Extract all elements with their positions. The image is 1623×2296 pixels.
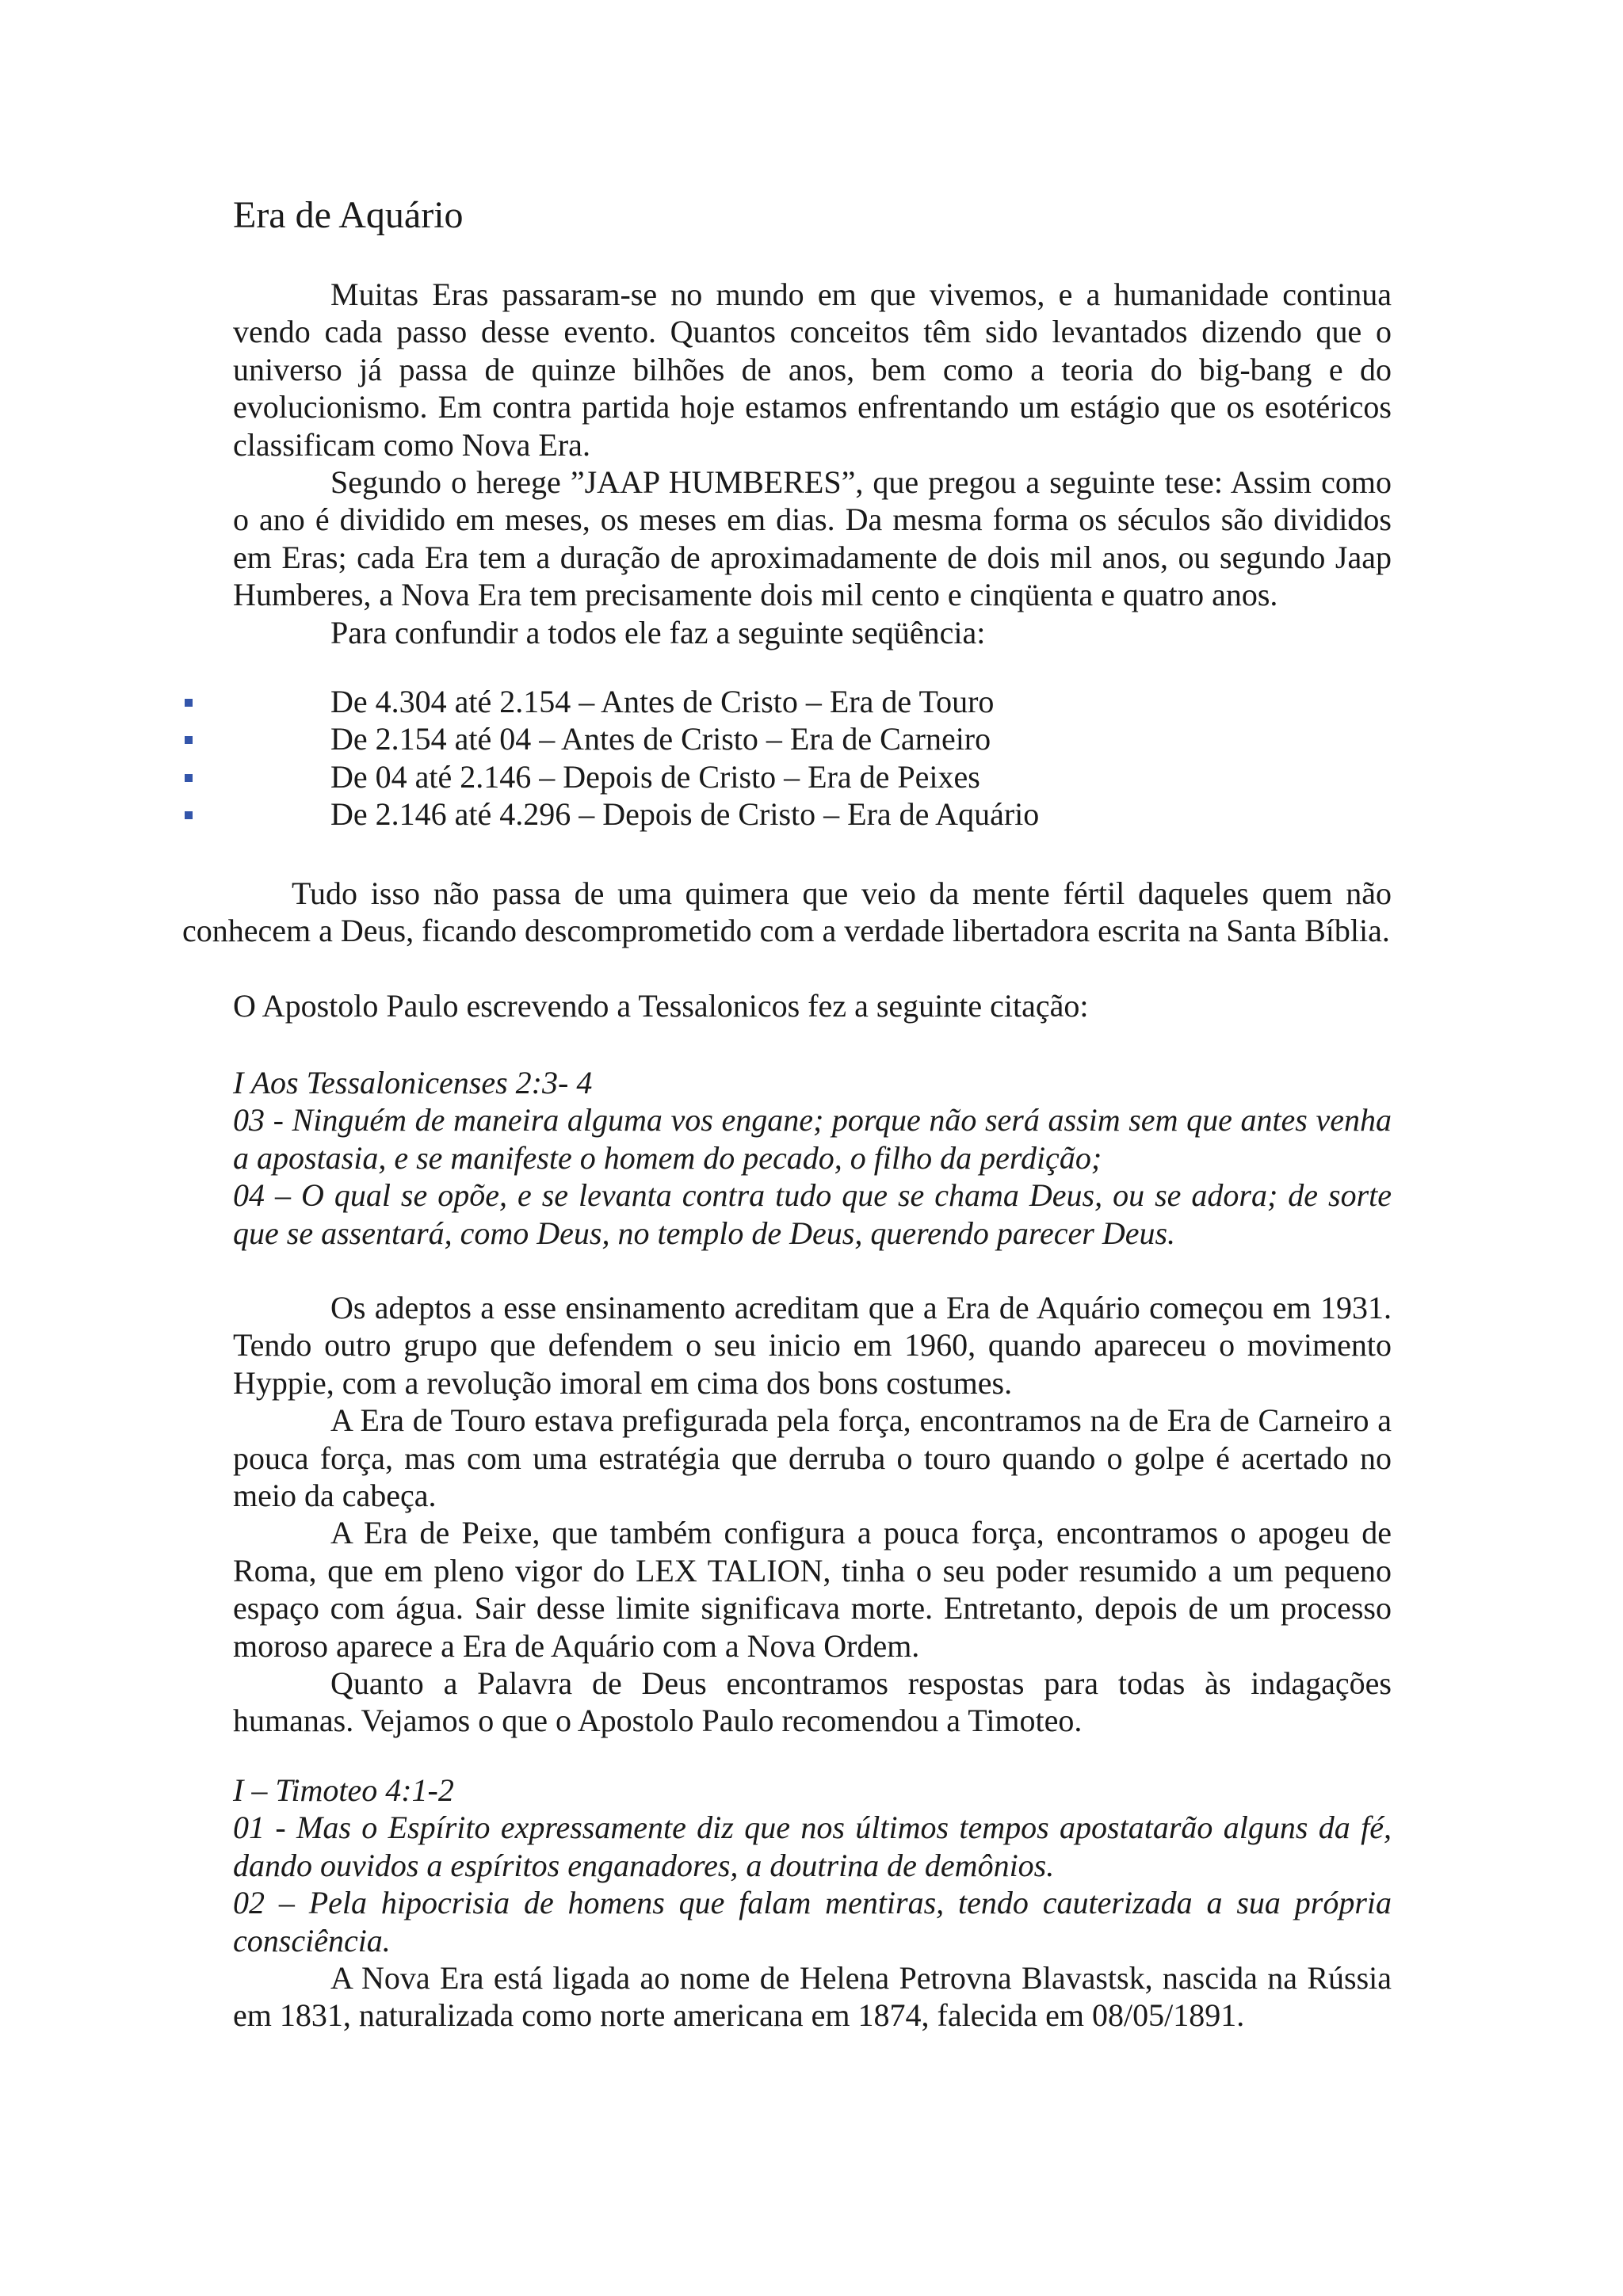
era-sequence-list <box>0 683 1623 833</box>
quote-verse-04: 04 – O qual se opõe, e se levanta contra tudo que se chama Deus, ou se adora; de sorte que se assentará, como Deus, no templo de Deus, querendo parecer Deus. <box>233 1177 1392 1251</box>
bullet-square-icon <box>185 699 193 707</box>
list-item-text: De 4.304 até 2.154 – Antes de Cristo – Era de Touro <box>330 684 995 719</box>
quimera-section <box>182 875 1392 950</box>
final-section <box>233 1959 1392 2035</box>
list-item-text: De 2.154 até 04 – Antes de Cristo – Era de Carneiro <box>330 721 991 757</box>
intro-paragraph-2: Segundo o herege ”JAAP HUMBERES”, que pregou a seguinte tese: Assim como o ano é dividido em meses, os meses em dias. Da mesma forma os séculos são divididos em Eras; cada Era tem a duração de aproximadamente de dois mil anos, ou segundo Jaap Humberes, a Nova Era tem precisamente dois mil cento e cinqüenta e quatro anos. <box>233 464 1392 613</box>
bullet-square-icon <box>185 774 193 782</box>
body-paragraph-2: A Era de Touro estava prefigurada pela força, encontramos na de Era de Carneiro a pouca força, mas com uma estratégia que derruba o touro quando o golpe é acertado no meio da cabeça. <box>233 1402 1392 1514</box>
paulo-intro-section <box>233 987 1392 1024</box>
body-section <box>233 1289 1392 1740</box>
body-paragraph-4: Quanto a Palavra de Deus encontramos respostas para todas às indagações humanas. Vejamos o que o Apostolo Paulo recomendou a Timoteo. <box>233 1665 1392 1739</box>
quote-timoteo <box>233 1772 1392 1959</box>
intro-paragraph-3: Para confundir a todos ele faz a seguinte seqüência: <box>330 614 986 650</box>
list-item-text: De 2.146 até 4.296 – Depois de Cristo – Era de Aquário <box>330 796 1040 833</box>
quote-reference: I – Timoteo 4:1-2 <box>233 1772 454 1808</box>
quimera-paragraph: Tudo isso não passa de uma quimera que veio da mente fértil daqueles quem não conhecem a Deus, ficando descomprometido com a verdade libertadora escrita na Santa Bíblia. <box>182 875 1392 949</box>
intro-section <box>233 276 1392 651</box>
final-paragraph: A Nova Era está ligada ao nome de Helena Petrovna Blavastsk, nascida na Rússia em 1831, naturalizada como norte americana em 1874, falecida em 08/05/1891. <box>233 1960 1392 2034</box>
bullet-square-icon <box>185 811 193 819</box>
quote-reference: I Aos Tessalonicenses 2:3- 4 <box>233 1065 593 1100</box>
body-paragraph-3: A Era de Peixe, que também configura a pouca força, encontramos o apogeu de Roma, que em pleno vigor do LEX TALION, tinha o seu poder resumido a um pequeno espaço com água. Sair desse limite significava morte. Entretanto, depois de um processo moroso aparece a Era de Aquário com a Nova Ordem. <box>233 1515 1392 1664</box>
page-title: Era de Aquário <box>233 194 464 236</box>
list-item <box>0 795 1623 833</box>
list-item <box>0 683 1623 720</box>
quote-verse-03: 03 - Ninguém de maneira alguma vos engane; porque não será assim sem que antes venha a apostasia, e se manifeste o homem do pecado, o filho da perdição; <box>233 1102 1392 1176</box>
quote-verse-02: 02 – Pela hipocrisia de homens que falam mentiras, tendo cauterizada a sua própria consciência. <box>233 1885 1392 1958</box>
intro-paragraph-1: Muitas Eras passaram-se no mundo em que vivemos, e a humanidade continua vendo cada passo desse evento. Quantos conceitos têm sido levantados dizendo que o universo já passa de quinze bilhões de anos, bem como a teoria do big-bang e do evolucionismo. Em contra partida hoje estamos enfrentando um estágio que os esotéricos classificam como Nova Era. <box>233 277 1392 463</box>
list-item <box>0 720 1623 757</box>
paulo-intro-paragraph: O Apostolo Paulo escrevendo a Tessalonicos fez a seguinte citação: <box>233 988 1089 1024</box>
quote-tessalonicenses <box>233 1064 1392 1252</box>
list-item <box>0 758 1623 795</box>
body-paragraph-1: Os adeptos a esse ensinamento acreditam que a Era de Aquário começou em 1931. Tendo outro grupo que defendem o seu inicio em 1960, quando apareceu o movimento Hyppie, com a revolução imoral em cima dos bons costumes. <box>233 1290 1392 1401</box>
list-item-text: De 04 até 2.146 – Depois de Cristo – Era de Peixes <box>330 758 980 795</box>
bullet-square-icon <box>185 736 193 744</box>
quote-verse-01: 01 - Mas o Espírito expressamente diz que nos últimos tempos apostatarão alguns da fé, dando ouvidos a espíritos enganadores, a doutrina de demônios. <box>233 1810 1392 1883</box>
